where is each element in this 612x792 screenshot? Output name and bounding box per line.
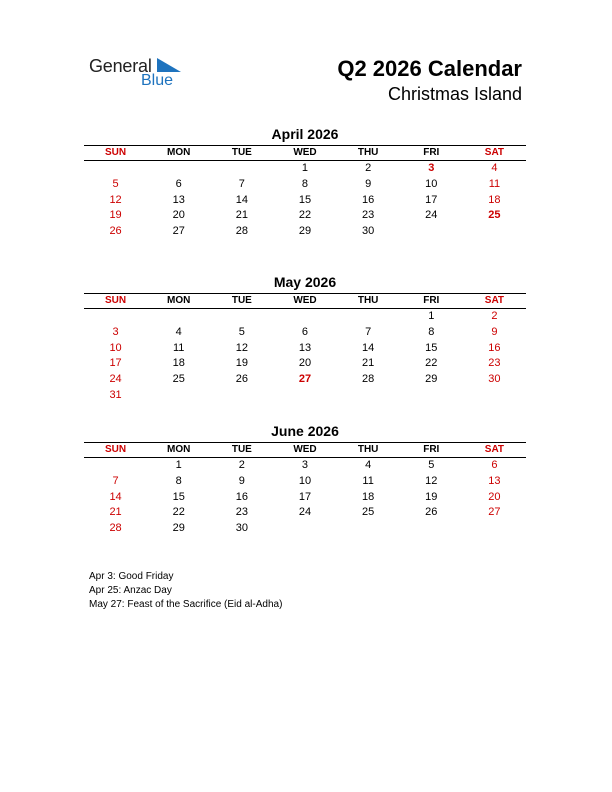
day-cell: 2 <box>491 310 498 322</box>
month-title: May 2026 <box>273 274 337 290</box>
day-cell: 29 <box>172 522 185 535</box>
week-row <box>84 341 526 357</box>
day-cell: 1 <box>301 162 309 174</box>
day-cell: 25 <box>488 209 501 222</box>
day-cell: 28 <box>109 522 122 535</box>
logo <box>89 56 189 92</box>
day-cell: 24 <box>425 209 438 222</box>
month-title: April 2026 <box>271 126 339 142</box>
day-cell: 14 <box>235 193 248 206</box>
holiday-list <box>89 570 282 612</box>
weekday-header <box>84 442 526 458</box>
empty-day-cell <box>337 388 400 404</box>
weekday-label: WED <box>293 147 317 158</box>
weekday-header <box>84 145 526 161</box>
day-cell: 17 <box>298 490 312 503</box>
week-row <box>84 490 526 506</box>
day-cell: 15 <box>425 341 438 354</box>
day-cell: 5 <box>428 459 435 471</box>
day-cell: 9 <box>365 177 372 190</box>
holiday-item: May 27: Feast of the Sacrifice (Eid al-Adha) <box>89 599 283 610</box>
day-cell: 18 <box>362 490 375 503</box>
week-row <box>84 224 526 240</box>
weekday-label: MON <box>167 444 191 455</box>
day-cell: 9 <box>491 325 498 338</box>
week-row <box>84 521 526 537</box>
month-title: June 2026 <box>271 423 339 439</box>
day-cell: 25 <box>362 506 375 519</box>
day-cell: 1 <box>428 310 435 322</box>
empty-day-cell <box>463 521 526 537</box>
weekday-label: SAT <box>484 444 505 455</box>
day-cell: 27 <box>488 506 501 519</box>
week-row <box>84 356 526 372</box>
day-cell: 12 <box>235 341 248 354</box>
day-cell: 12 <box>109 193 122 206</box>
day-cell: 25 <box>172 373 185 386</box>
day-cell: 16 <box>235 490 248 503</box>
weekday-label: TUE <box>231 147 252 158</box>
weekday-label: THU <box>357 444 379 455</box>
day-cell: 24 <box>109 373 122 386</box>
empty-day-cell <box>273 309 336 325</box>
day-cell: 11 <box>173 341 185 354</box>
day-cell: 23 <box>235 506 248 519</box>
day-cell: 10 <box>298 474 312 487</box>
day-cell: 20 <box>298 357 312 370</box>
day-cell: 31 <box>109 388 122 401</box>
day-cell: 3 <box>428 162 435 174</box>
weekday-label: SAT <box>484 295 505 306</box>
weekday-label: THU <box>357 295 379 306</box>
day-cell: 7 <box>112 474 119 487</box>
day-cell: 2 <box>238 459 245 471</box>
week-row <box>84 309 526 325</box>
day-cell: 23 <box>488 357 501 370</box>
weekday-label: SAT <box>484 147 505 158</box>
day-cell: 6 <box>491 459 498 471</box>
day-cell: 3 <box>301 459 309 471</box>
day-cell: 21 <box>109 506 122 519</box>
empty-day-cell <box>273 388 336 404</box>
empty-day-cell <box>210 388 273 404</box>
empty-day-cell <box>210 161 273 177</box>
day-cell: 11 <box>362 474 374 487</box>
weekday-label: TUE <box>231 295 252 306</box>
weekday-label: MON <box>167 147 191 158</box>
weekday-label: WED <box>293 295 317 306</box>
week-row <box>84 372 526 388</box>
logo-blue-text: Blue <box>141 72 174 89</box>
day-cell: 5 <box>112 177 119 190</box>
empty-day-cell <box>400 521 463 537</box>
empty-day-cell <box>84 458 147 474</box>
day-cell: 13 <box>488 474 501 487</box>
day-cell: 13 <box>172 193 185 206</box>
month-june <box>84 422 526 537</box>
weekday-label: WED <box>293 444 317 455</box>
day-cell: 9 <box>238 474 245 487</box>
empty-day-cell <box>337 309 400 325</box>
holiday-item: Apr 3: Good Friday <box>89 571 174 582</box>
empty-day-cell <box>337 521 400 537</box>
day-cell: 6 <box>175 177 182 190</box>
day-cell: 28 <box>362 373 375 386</box>
day-cell: 15 <box>298 193 312 206</box>
day-cell: 4 <box>491 162 498 174</box>
day-cell: 4 <box>175 325 182 338</box>
weekday-label: SUN <box>105 147 127 158</box>
day-cell: 28 <box>235 225 248 238</box>
day-cell: 19 <box>425 490 438 503</box>
empty-day-cell <box>84 309 147 325</box>
day-cell: 8 <box>301 177 309 190</box>
day-cell: 30 <box>488 373 501 386</box>
week-row <box>84 208 526 224</box>
empty-day-cell <box>273 521 336 537</box>
weekday-label: SUN <box>105 295 127 306</box>
day-cell: 14 <box>109 490 122 503</box>
day-cell: 7 <box>365 325 372 338</box>
week-row <box>84 505 526 521</box>
day-cell: 1 <box>175 459 182 471</box>
day-cell: 22 <box>298 209 312 222</box>
weekday-label: MON <box>167 295 191 306</box>
week-row <box>84 193 526 209</box>
day-cell: 18 <box>172 357 185 370</box>
holiday-item: Apr 25: Anzac Day <box>89 585 172 596</box>
day-cell: 23 <box>362 209 375 222</box>
day-cell: 5 <box>238 325 245 338</box>
month-april <box>84 125 526 240</box>
empty-day-cell <box>147 161 210 177</box>
day-cell: 20 <box>488 490 501 503</box>
day-cell: 30 <box>362 225 375 238</box>
day-cell: 29 <box>298 225 312 238</box>
day-cell: 19 <box>235 357 248 370</box>
day-cell: 8 <box>428 325 435 338</box>
day-cell: 11 <box>488 177 501 190</box>
day-cell: 2 <box>365 162 372 174</box>
day-cell: 19 <box>109 209 122 222</box>
page-title: Q2 2026 Calendar <box>337 56 522 81</box>
day-cell: 16 <box>488 341 501 354</box>
day-cell: 16 <box>362 193 375 206</box>
day-cell: 10 <box>109 341 122 354</box>
empty-day-cell <box>463 224 526 240</box>
day-cell: 14 <box>362 341 375 354</box>
day-cell: 18 <box>488 193 501 206</box>
week-row <box>84 161 526 177</box>
day-cell: 29 <box>425 373 438 386</box>
day-cell: 3 <box>112 325 119 338</box>
weekday-label: FRI <box>423 147 440 158</box>
day-cell: 21 <box>362 357 375 370</box>
empty-day-cell <box>147 309 210 325</box>
weekday-label: THU <box>357 147 379 158</box>
day-cell: 8 <box>175 474 182 487</box>
day-cell: 22 <box>172 506 185 519</box>
day-cell: 26 <box>235 373 248 386</box>
week-row <box>84 474 526 490</box>
logo-general-text: General <box>89 56 152 76</box>
day-cell: 26 <box>109 225 122 238</box>
day-cell: 6 <box>301 325 309 338</box>
day-cell: 17 <box>109 357 122 370</box>
weekday-label: FRI <box>423 295 440 306</box>
empty-day-cell <box>84 161 147 177</box>
day-cell: 27 <box>172 225 185 238</box>
day-cell: 7 <box>238 177 245 190</box>
weekday-label: SUN <box>105 444 127 455</box>
day-cell: 22 <box>425 357 438 370</box>
day-cell: 20 <box>172 209 185 222</box>
week-row <box>84 177 526 193</box>
empty-day-cell <box>400 224 463 240</box>
day-cell: 17 <box>425 193 438 206</box>
day-cell: 10 <box>425 177 438 190</box>
empty-day-cell <box>400 388 463 404</box>
day-cell: 4 <box>365 459 372 471</box>
empty-day-cell <box>147 388 210 404</box>
empty-day-cell <box>463 388 526 404</box>
page-subtitle: Christmas Island <box>387 84 522 104</box>
day-cell: 26 <box>425 506 438 519</box>
week-row <box>84 388 526 404</box>
day-cell: 15 <box>172 490 185 503</box>
empty-day-cell <box>210 309 273 325</box>
day-cell: 13 <box>298 341 312 354</box>
day-cell: 21 <box>235 209 248 222</box>
week-row <box>84 458 526 474</box>
weekday-label: FRI <box>423 444 440 455</box>
month-may <box>84 273 526 404</box>
day-cell: 12 <box>425 474 438 487</box>
weekday-label: TUE <box>231 444 252 455</box>
day-cell: 24 <box>298 506 312 519</box>
week-row <box>84 325 526 341</box>
day-cell: 27 <box>298 373 312 386</box>
weekday-header <box>84 293 526 309</box>
day-cell: 30 <box>235 522 248 535</box>
